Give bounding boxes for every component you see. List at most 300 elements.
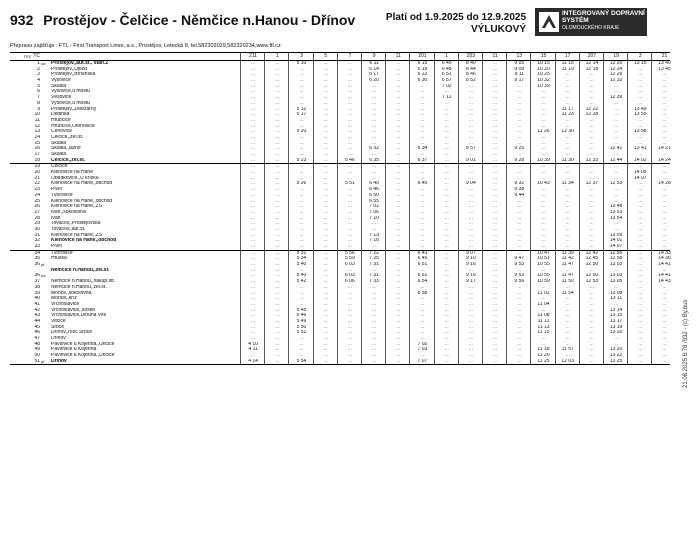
departure-time: 5 10 [288,61,313,67]
departure-time: 11 08 [530,313,555,319]
departure-time: ... [240,336,265,342]
departure-time: ... [361,176,386,182]
departure-time: ... [603,268,628,274]
departure-time: ... [555,118,580,124]
departure-time: ... [240,262,265,268]
stop-name: Prostějov,,Železárny [51,106,97,112]
departure-time: ... [434,129,459,135]
stop-name: Tovačov,,aut.st. [51,226,86,232]
departure-time: ... [385,129,410,135]
departure-time: ... [627,204,652,210]
departure-time: ... [603,221,628,227]
departure-time: ... [240,313,265,319]
departure-time: ... [264,273,289,279]
departure-time: ... [313,176,338,182]
departure-time: 14 07 [603,244,628,250]
departure-time: ... [240,268,265,274]
departure-time: 5 51 [337,181,362,187]
departure-time: ... [385,244,410,250]
departure-time: 7 02 [409,342,434,348]
departure-time: 12 32 [603,78,628,84]
departure-time: ... [434,330,459,336]
departure-time: ... [385,342,410,348]
departure-time: 5 20 [288,129,313,135]
departure-time: ... [603,193,628,199]
departure-time: 5 34 [288,256,313,262]
departure-time: ... [506,336,531,342]
departure-time: ... [651,233,676,239]
departure-time: 13 40 [651,61,676,67]
departure-time: ... [409,187,434,193]
departure-time: ... [627,251,652,257]
departure-time: ... [482,84,507,90]
departure-time: 12 53 [603,181,628,187]
departure-time: ... [313,170,338,176]
stop-number: 36 [34,273,40,279]
departure-time: ... [482,193,507,199]
departure-time: 12 30 [555,129,580,135]
departure-time: ... [409,319,434,325]
departure-time: ... [385,146,410,152]
departure-time: ... [313,313,338,319]
departure-time: ... [264,302,289,308]
departure-time: 8 46 [458,72,483,78]
departure-time: ... [579,359,604,365]
departure-time: ... [409,84,434,90]
departure-time: ... [458,233,483,239]
departure-time: 9 28 [506,158,531,164]
departure-time: ... [409,170,434,176]
departure-time: ... [337,146,362,152]
departure-time: ... [651,118,676,124]
departure-time: ... [434,238,459,244]
departure-time: ... [313,84,338,90]
departure-time: ... [458,285,483,291]
departure-time: 14 05 [627,170,652,176]
departure-time: ... [264,291,289,297]
departure-time: ... [313,359,338,365]
departure-time: ... [313,319,338,325]
departure-time: ... [409,325,434,331]
stop-name: Tvorovice [51,192,73,198]
departure-time: ... [651,141,676,147]
departure-time: ... [458,95,483,101]
departure-time: 7 33 [361,279,386,285]
departure-time: ... [651,95,676,101]
departure-time: ... [579,187,604,193]
stop-number: 48 [34,341,40,347]
departure-time: ... [530,146,555,152]
departure-time: 14 21 [651,146,676,152]
departure-time: 13 03 [603,262,628,268]
departure-time: ... [458,124,483,130]
departure-time: ... [240,176,265,182]
departure-time: ... [264,336,289,342]
departure-time: ... [482,118,507,124]
departure-time: 9 01 [458,158,483,164]
departure-time: ... [651,216,676,222]
departure-time: ... [627,325,652,331]
departure-time: ... [337,141,362,147]
departure-time: 9 32 [506,181,531,187]
departure-time: 5 17 [288,112,313,118]
stop-name: Prostějov,,aut.st., stan.2 [51,61,109,66]
departure-time: ... [555,244,580,250]
departure-time: ... [240,319,265,325]
departure-time: 5 26 [288,181,313,187]
departure-time: ... [555,101,580,107]
departure-time: ... [434,336,459,342]
departure-time: 14 43 [651,279,676,285]
departure-time: ... [434,256,459,262]
departure-time: ... [288,141,313,147]
departure-time: ... [458,342,483,348]
departure-time: 11 23 [555,112,580,118]
departure-time: ... [409,353,434,359]
departure-time: ... [579,302,604,308]
departure-time: ... [361,353,386,359]
departure-time: ... [264,164,289,170]
stop-number: 15 [34,140,40,146]
departure-time: 5 12 [288,107,313,113]
departure-time: 11 02 [530,291,555,297]
departure-time: ... [482,216,507,222]
departure-time: ... [240,95,265,101]
departure-time: 11 39 [555,251,580,257]
departure-time: ... [409,129,434,135]
departure-time: ... [627,181,652,187]
departure-time: 6 40 [409,181,434,187]
departure-time: ... [313,330,338,336]
departure-time: ... [555,124,580,130]
departure-time: ... [264,61,289,67]
departure-time: ... [313,285,338,291]
departure-time: ... [385,118,410,124]
departure-time: 10 55 [530,262,555,268]
trip-header-3: 3 [288,53,313,60]
departure-time: ... [361,296,386,302]
departure-time: ... [530,89,555,95]
departure-time: ... [651,176,676,182]
departure-time: ... [385,112,410,118]
line-number: 932 [10,12,34,28]
departure-time: ... [530,199,555,205]
stop-name: Klenovice na Hané,,obchod [51,181,113,187]
departure-time: ... [555,146,580,152]
departure-time: 6 46 [361,187,386,193]
departure-time: 12 22 [579,107,604,113]
departure-time: ... [458,330,483,336]
departure-time: ... [313,141,338,147]
departure-time: ... [434,216,459,222]
departure-time: ... [240,251,265,257]
departure-time: ... [482,67,507,73]
departure-time: 7 02 [361,204,386,210]
departure-time: ... [579,78,604,84]
stop-name: Tvorovice [51,250,73,256]
departure-time: ... [240,285,265,291]
departure-time: ... [264,233,289,239]
departure-time: ... [313,204,338,210]
departure-time: ... [385,141,410,147]
stop-name: Věšovice [51,95,72,101]
stop-number: 46 [34,330,40,336]
departure-time: 8 52 [458,78,483,84]
departure-time: 10 20 [530,67,555,73]
departure-time: 11 17 [555,107,580,113]
departure-time: ... [313,193,338,199]
departure-time: ... [434,158,459,164]
departure-time: ... [409,238,434,244]
departure-time: ... [337,107,362,113]
departure-time: ... [434,296,459,302]
departure-time: ... [361,291,386,297]
departure-time: ... [458,325,483,331]
departure-time: ... [482,141,507,147]
departure-time: ... [458,141,483,147]
departure-time: ... [482,89,507,95]
stop-number: 29 [34,221,40,227]
departure-time: ... [482,353,507,359]
departure-time: ... [337,164,362,170]
departure-time: ... [264,342,289,348]
departure-time: ... [603,101,628,107]
stop-name: Klenovice na Hané [51,170,93,176]
departure-time: ... [530,164,555,170]
stop-number: 39 [34,290,40,296]
departure-time: ... [627,336,652,342]
departure-time: 5 50 [288,325,313,331]
departure-time: ... [385,181,410,187]
variant-text: VÝLUKOVÝ [470,24,526,35]
departure-time: ... [240,325,265,331]
departure-time: ... [313,244,338,250]
stop-name: Srbce [51,324,65,330]
departure-time: ... [409,152,434,158]
departure-time: ... [506,210,531,216]
arrival-departure-flag: př [41,358,45,364]
departure-time: ... [530,221,555,227]
stop-name: Němčice n.Hanou,,žel.st. [51,284,107,290]
departure-time: ... [603,135,628,141]
departure-time: ... [579,325,604,331]
departure-time: ... [240,210,265,216]
departure-time: ... [240,221,265,227]
departure-time: ... [385,170,410,176]
stop-name: Klenovice na Hané,,ZS [51,204,103,210]
departure-time: ... [264,112,289,118]
departure-time: ... [603,227,628,233]
departure-time: 8 40 [458,61,483,67]
departure-time: 6 51 [409,262,434,268]
departure-time: ... [385,78,410,84]
stop-number: 13 [34,129,40,135]
departure-time: ... [288,118,313,124]
departure-time: ... [482,199,507,205]
departure-time: ... [506,296,531,302]
departure-time: ... [240,216,265,222]
departure-time: ... [240,129,265,135]
departure-time: ... [530,176,555,182]
departure-time: ... [240,84,265,90]
departure-time: ... [506,319,531,325]
departure-time: 12 45 [579,256,604,262]
departure-time: 11 20 [530,353,555,359]
departure-time: ... [434,152,459,158]
departure-time: ... [627,285,652,291]
stop-number: 8 [37,100,40,106]
departure-time: 13 14 [603,308,628,314]
departure-time: ... [264,244,289,250]
stop-number: 51 [34,358,40,364]
departure-time: ... [409,164,434,170]
departure-time: ... [288,84,313,90]
departure-time: ... [603,107,628,113]
departure-time: ... [603,141,628,147]
departure-time: ... [482,238,507,244]
stop-number: 10 [34,112,40,118]
departure-time: ... [651,101,676,107]
departure-time: 6 17 [361,72,386,78]
departure-time: ... [651,152,676,158]
departure-time: ... [603,129,628,135]
departure-time: ... [530,308,555,314]
departure-time: ... [530,233,555,239]
departure-time: ... [579,238,604,244]
departure-time: ... [337,353,362,359]
departure-time: ... [434,273,459,279]
departure-time: ... [579,313,604,319]
stop-name: Dědinka [51,112,70,118]
departure-time: ... [482,302,507,308]
departure-time: ... [627,84,652,90]
departure-time: ... [361,112,386,118]
departure-time: ... [385,302,410,308]
departure-time: ... [627,347,652,353]
departure-time: ... [385,353,410,359]
departure-time: 14 28 [651,181,676,187]
departure-time: ... [240,181,265,187]
stop-number: 2 [37,66,40,72]
departure-time: 13 54 [603,216,628,222]
departure-time: 6 11 [361,61,386,67]
departure-time: 11 42 [555,256,580,262]
stop-number: 24 [34,192,40,198]
departure-time: ... [409,118,434,124]
departure-time: ... [385,319,410,325]
departure-time: ... [264,268,289,274]
departure-time: ... [385,95,410,101]
departure-time: ... [555,302,580,308]
departure-time: ... [482,176,507,182]
departure-time: ... [337,204,362,210]
departure-time: ... [482,262,507,268]
departure-time: ... [651,330,676,336]
departure-time: ... [385,135,410,141]
stop-name: Pavlovice u Kojetína,,Unčice [51,341,115,347]
departure-time: ... [313,61,338,67]
departure-time: ... [434,107,459,113]
departure-time: 10 51 [530,256,555,262]
departure-time: ... [555,193,580,199]
departure-time: ... [555,268,580,274]
departure-time: ... [361,107,386,113]
stop-number: 36 [34,262,40,268]
departure-time: ... [506,251,531,257]
departure-time: ... [506,268,531,274]
departure-time: 12 26 [603,72,628,78]
departure-time: ... [579,84,604,90]
departure-time: ... [385,199,410,205]
departure-time: ... [603,112,628,118]
departure-time: ... [651,313,676,319]
departure-time: ... [555,342,580,348]
departure-time: 9 17 [506,78,531,84]
departure-time: ... [530,193,555,199]
departure-time: 9 44 [506,193,531,199]
departure-time: ... [288,221,313,227]
departure-time: ... [651,325,676,331]
departure-time: ... [555,216,580,222]
departure-time: ... [579,221,604,227]
departure-time: ... [651,135,676,141]
departure-time: ... [313,273,338,279]
stop-name: Pivín [51,187,63,193]
trip-header-5: 7 [337,53,362,60]
departure-time: ... [385,291,410,297]
departure-time: ... [361,319,386,325]
departure-time: ... [337,342,362,348]
departure-time: ... [434,308,459,314]
departure-time: ... [409,336,434,342]
departure-time: ... [579,95,604,101]
stop-name: Vrchoslavice [51,301,80,307]
departure-time: 12 03 [555,359,580,365]
stop-name: Dřínov,,rozc.Srbce [51,330,93,336]
stop-number: 1 [37,61,40,66]
departure-time: ... [313,353,338,359]
departure-time: ... [264,129,289,135]
departure-time: ... [409,95,434,101]
departure-time: ... [264,181,289,187]
departure-time: ... [506,112,531,118]
departure-time: ... [434,353,459,359]
departure-time: 5 51 [288,330,313,336]
departure-time: ... [409,216,434,222]
departure-time: 13 48 [603,204,628,210]
departure-time: 12 41 [603,146,628,152]
departure-time: ... [482,101,507,107]
departure-time: ... [337,135,362,141]
departure-time: ... [434,291,459,297]
departure-time: ... [264,95,289,101]
departure-time: ... [651,170,676,176]
departure-time: ... [337,124,362,130]
departure-time: ... [409,233,434,239]
departure-time: ... [651,353,676,359]
departure-time: ... [555,176,580,182]
departure-time: 6 43 [409,251,434,257]
departure-time: ... [264,251,289,257]
departure-time: 11 47 [555,262,580,268]
departure-time: 8 44 [458,67,483,73]
departure-time: 11 47 [555,273,580,279]
stop-name: Pavlovice u Kojetína [51,347,97,353]
departure-time: ... [506,233,531,239]
departure-time: ... [361,124,386,130]
departure-time: ... [337,78,362,84]
departure-time: ... [264,67,289,73]
